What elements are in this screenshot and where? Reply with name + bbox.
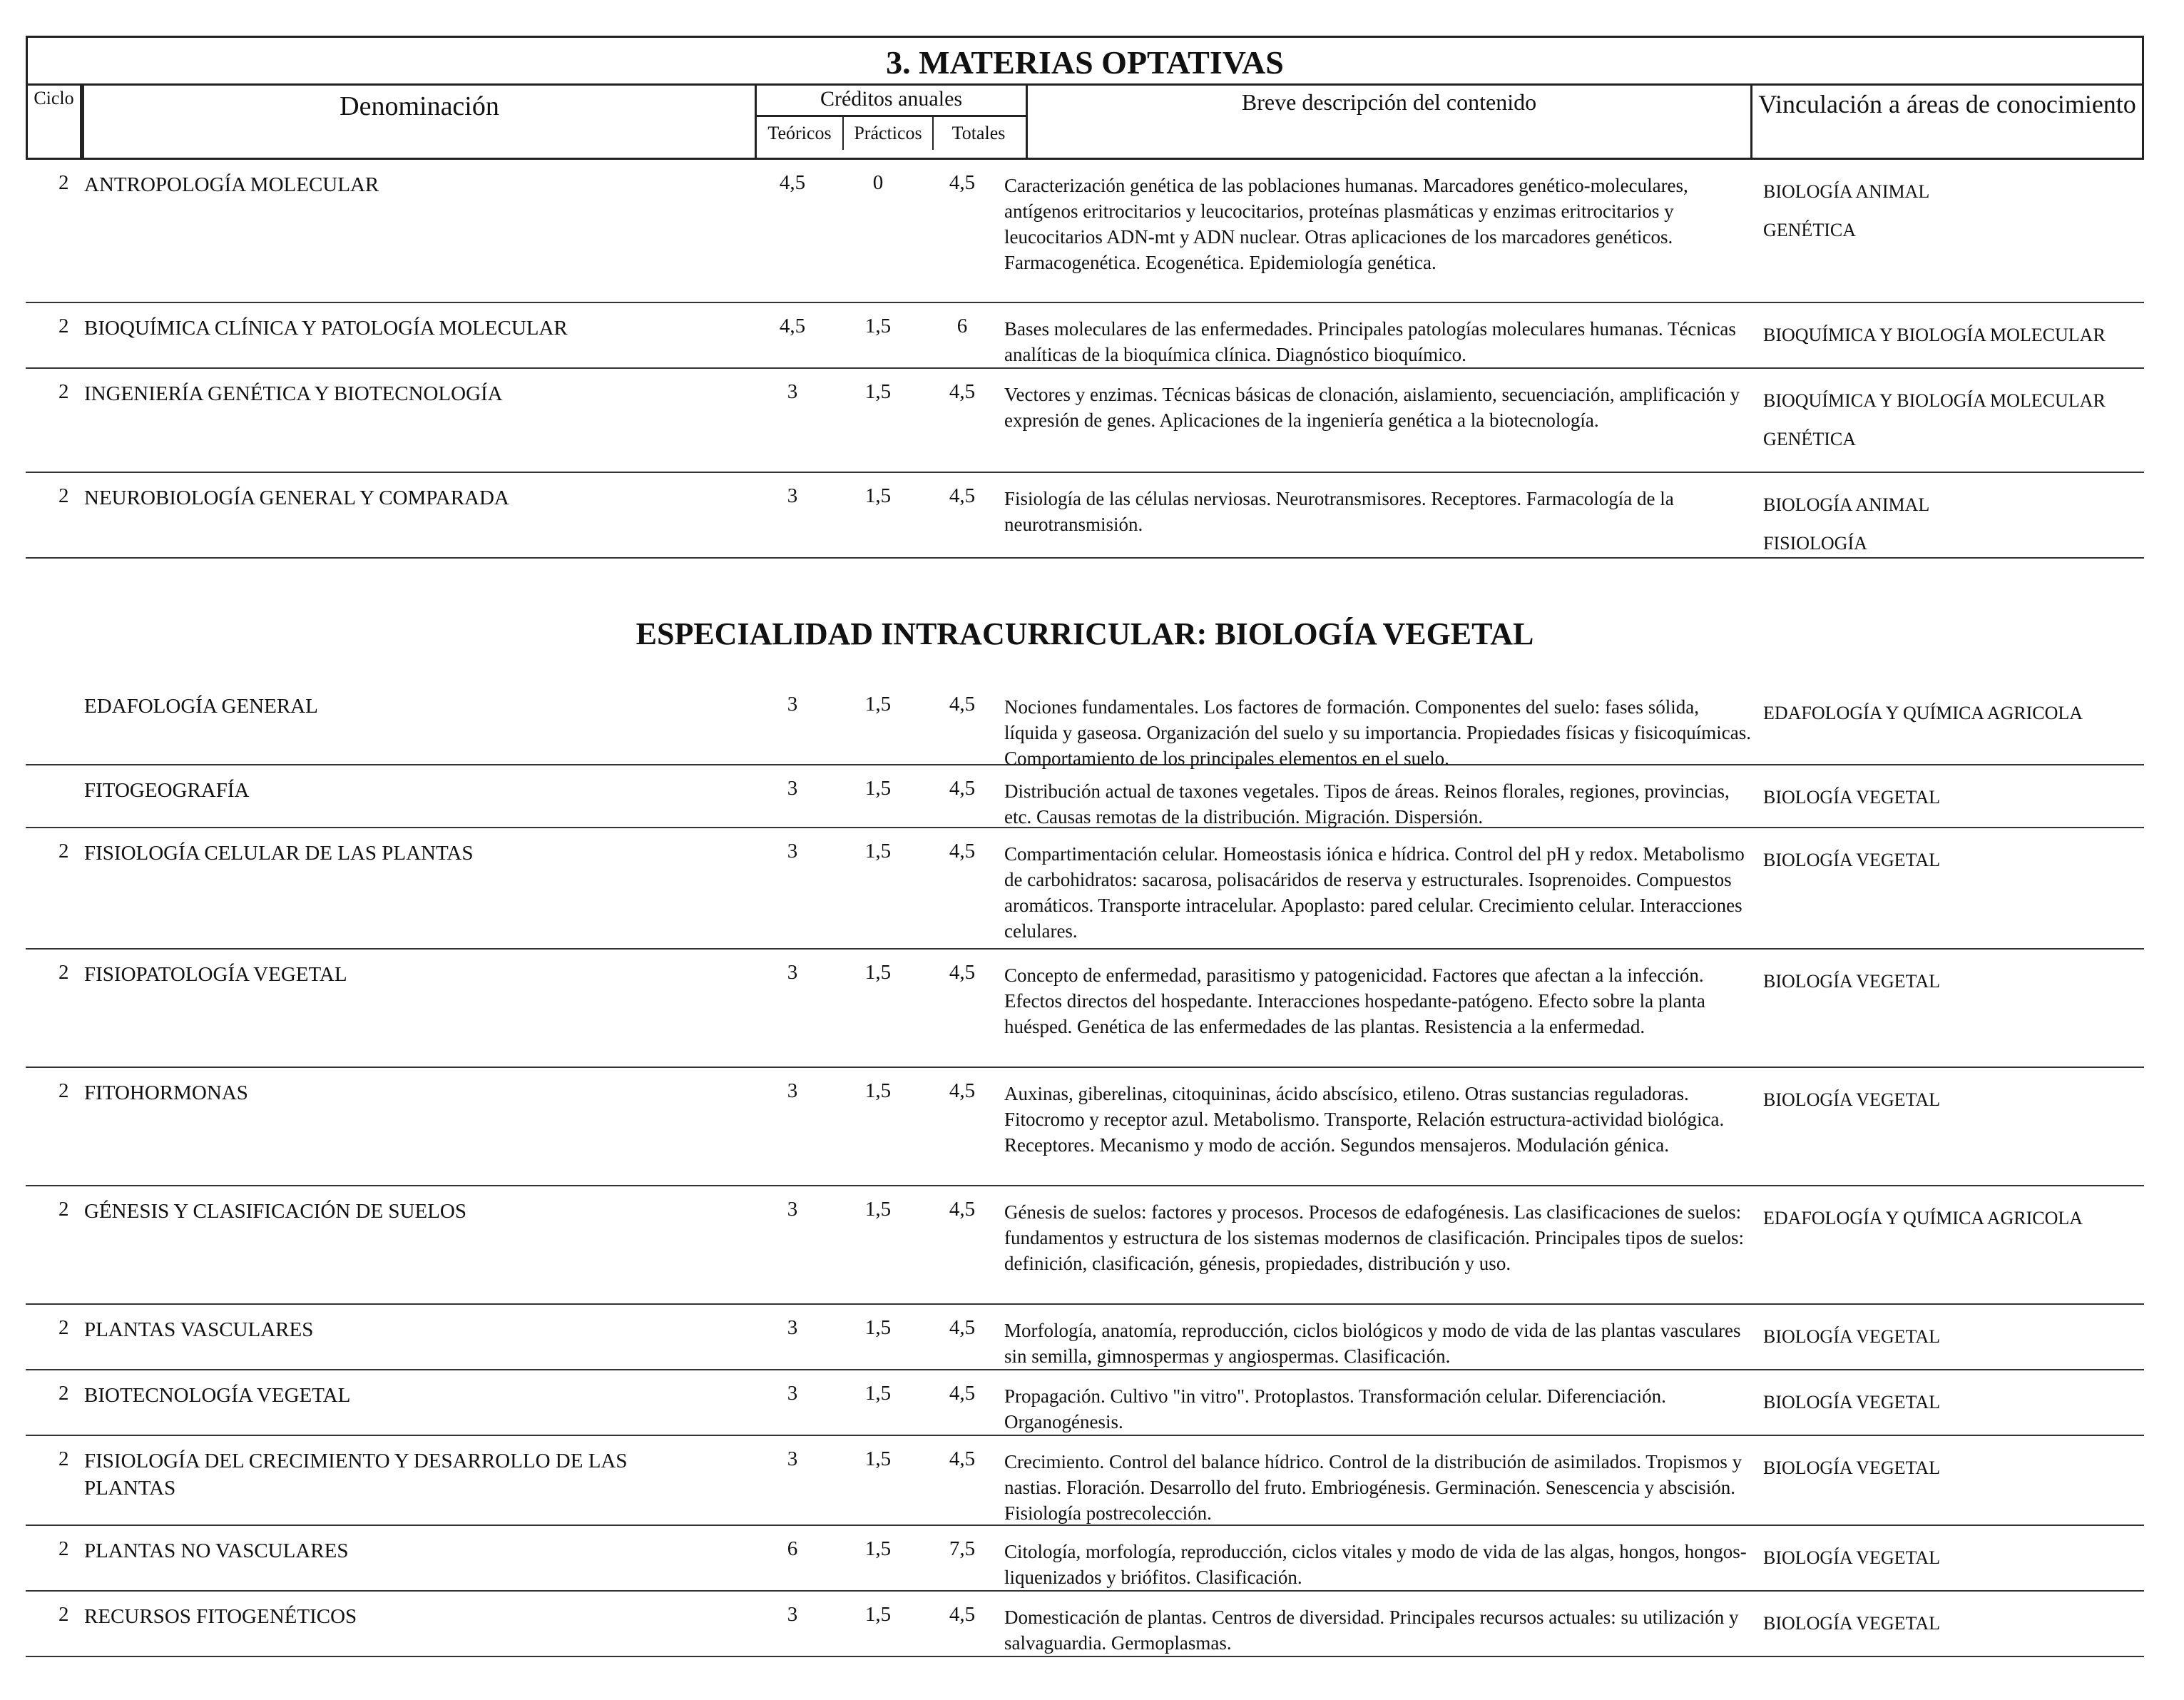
header-practicos: Prácticos (844, 117, 934, 150)
knowledge-areas (1763, 694, 2134, 733)
practicos-value: 1,5 (864, 1603, 892, 1626)
practicos-value: 1,5 (864, 315, 892, 337)
practicos-value: 1,5 (864, 777, 892, 800)
table-row (26, 1305, 2144, 1370)
teoricos-value: 3 (787, 1447, 798, 1470)
totales-value: 4,5 (949, 1382, 976, 1405)
ciclo-value: 2 (58, 961, 69, 984)
course-name: FITOGEOGRAFÍA (84, 779, 250, 802)
area-item: BIOLOGÍA VEGETAL (1763, 1089, 1941, 1110)
totales-value: 4,5 (949, 1316, 976, 1339)
course-description: Citología, morfología, reproducción, ciclos vitales y modo de vida de las algas, hongos, hongos-liquenizados y briófitos. Clasificación. (1004, 1541, 1747, 1588)
practicos-value: 1,5 (864, 1079, 892, 1102)
practicos-value: 1,5 (864, 380, 892, 403)
knowledge-areas (1763, 382, 2134, 459)
knowledge-areas (1763, 1318, 2134, 1356)
ciclo-value: 2 (58, 1079, 69, 1102)
practicos-value: 1,5 (864, 840, 892, 862)
ciclo-value: 2 (58, 1537, 69, 1560)
ciclo-value: 2 (58, 380, 69, 403)
course-name: RECURSOS FITOGENÉTICOS (84, 1605, 357, 1628)
table-row (26, 681, 2144, 769)
knowledge-areas (1763, 173, 2134, 250)
teoricos-value: 4,5 (779, 315, 806, 337)
totales-value: 4,5 (949, 1198, 976, 1221)
course-name: FISIOLOGÍA CELULAR DE LAS PLANTAS (84, 842, 474, 865)
course-name: FISIOPATOLOGÍA VEGETAL (84, 963, 347, 986)
course-name: ANTROPOLOGÍA MOLECULAR (84, 173, 379, 196)
totales-value: 4,5 (949, 840, 976, 862)
practicos-value: 1,5 (864, 1447, 892, 1470)
table-row (26, 160, 2144, 303)
area-item: EDAFOLOGÍA Y QUÍMICA AGRICOLA (1763, 703, 2083, 723)
teoricos-value: 3 (787, 1079, 798, 1102)
course-description: Compartimentación celular. Homeostasis iónica e hídrica. Control del pH y redox. Metabolismo de carbohidratos: sacarosa, polisacáridos de reserva y estructurales. Isoprenoides. Compuestos aromáticos. Transporte intracelular. Apoplasto: pared celular. Crecimiento celular. Interacciones celulares. (1004, 843, 1745, 942)
totales-value: 4,5 (949, 1447, 976, 1470)
totales-value: 4,5 (949, 171, 976, 194)
course-name: NEUROBIOLOGÍA GENERAL Y COMPARADA (84, 487, 509, 509)
course-name: BIOTECNOLOGÍA VEGETAL (84, 1384, 351, 1407)
totales-value: 4,5 (949, 484, 976, 507)
practicos-value: 1,5 (864, 484, 892, 507)
knowledge-areas (1763, 316, 2134, 355)
knowledge-areas (1763, 486, 2134, 563)
document-page (26, 36, 2144, 1654)
course-name: BIOQUÍMICA CLÍNICA Y PATOLOGÍA MOLECULAR (84, 317, 568, 340)
area-item: BIOLOGÍA VEGETAL (1763, 1392, 1941, 1413)
teoricos-value: 3 (787, 840, 798, 862)
area-item: BIOLOGÍA VEGETAL (1763, 850, 1941, 870)
teoricos-value: 3 (787, 380, 798, 403)
totales-value: 4,5 (949, 380, 976, 403)
header-descripcion: Breve descripción del contenido (1028, 83, 1752, 158)
totales-value: 4,5 (949, 1603, 976, 1626)
totales-value: 4,5 (949, 777, 976, 800)
totales-value: 6 (956, 315, 968, 337)
area-item: BIOLOGÍA VEGETAL (1763, 1547, 1941, 1568)
totales-value: 4,5 (949, 693, 976, 716)
practicos-value: 1,5 (864, 1316, 892, 1339)
course-description: Auxinas, giberelinas, citoquininas, ácido abscísico, etileno. Otras sustancias reguladoras. Fitocromo y receptor azul. Metabolismo. Transporte, Relación estructura-actividad biológica. Receptores. Mecanismo y modo de acción. Segundos mensajeros. Modulación génica. (1004, 1083, 1725, 1156)
totales-value: 4,5 (949, 1079, 976, 1102)
teoricos-value: 3 (787, 1198, 798, 1221)
knowledge-areas (1763, 1604, 2134, 1643)
course-name: GÉNESIS Y CLASIFICACIÓN DE SUELOS (84, 1200, 466, 1223)
knowledge-areas (1763, 841, 2134, 880)
table-row (26, 828, 2144, 950)
teoricos-value: 3 (787, 693, 798, 716)
course-description: Distribución actual de taxones vegetales. Tipos de áreas. Reinos florales, regiones, provincias, etc. Causas remotas de la distribución. Migración. Dispersión. (1004, 780, 1730, 828)
course-name: FITOHORMONAS (84, 1081, 248, 1104)
course-description: Morfología, anatomía, reproducción, ciclos biológicos y modo de vida de las plantas vasculares sin semilla, gimnospermas y angiospermas. Clasificación. (1004, 1320, 1741, 1367)
totales-value: 4,5 (949, 961, 976, 984)
course-description: Crecimiento. Control del balance hídrico. Control de la distribución de asimilados. Tropismos y nastias. Floración. Desarrollo del fruto. Embriogénesis. Germinación. Senescencia y abscisión. Fisiología postrecolección. (1004, 1451, 1742, 1524)
area-item: BIOLOGÍA ANIMAL (1763, 494, 1930, 515)
teoricos-value: 6 (787, 1537, 798, 1560)
area-item: BIOLOGÍA VEGETAL (1763, 971, 1941, 992)
header-creditos-label: Créditos anuales (757, 83, 1026, 117)
course-description: Vectores y enzimas. Técnicas básicas de clonación, aislamiento, secuenciación, amplificación y expresión de genes. Aplicaciones de la ingeniería genética a la biotecnología. (1004, 384, 1740, 431)
table-row (26, 303, 2144, 369)
table-row (26, 1526, 2144, 1592)
area-item: FISIOLOGÍA (1763, 533, 1867, 554)
ciclo-value: 2 (58, 1198, 69, 1221)
area-item: BIOLOGÍA VEGETAL (1763, 1457, 1941, 1478)
area-item: BIOLOGÍA ANIMAL (1763, 181, 1930, 202)
table-row (26, 765, 2144, 828)
table-row (26, 950, 2144, 1068)
knowledge-areas (1763, 962, 2134, 1001)
table-row (26, 1436, 2144, 1526)
teoricos-value: 4,5 (779, 171, 806, 194)
practicos-value: 1,5 (864, 693, 892, 716)
teoricos-value: 3 (787, 1382, 798, 1405)
ciclo-value: 2 (58, 1603, 69, 1626)
header-denominacion: Denominación (82, 83, 757, 158)
page-title: 3. MATERIAS OPTATIVAS (28, 42, 2142, 86)
area-item: BIOLOGÍA VEGETAL (1763, 1326, 1941, 1347)
practicos-value: 1,5 (864, 961, 892, 984)
course-name: EDAFOLOGÍA GENERAL (84, 695, 318, 718)
area-item: GENÉTICA (1763, 429, 1856, 449)
table-row (26, 473, 2144, 559)
course-name: INGENIERÍA GENÉTICA Y BIOTECNOLOGÍA (84, 382, 503, 405)
section-title: ESPECIALIDAD INTRACURRICULAR: BIOLOGÍA VEGETAL (636, 616, 1534, 651)
area-item: GENÉTICA (1763, 220, 1856, 240)
course-name: PLANTAS VASCULARES (84, 1318, 314, 1341)
area-item: BIOQUÍMICA Y BIOLOGÍA MOLECULAR (1763, 325, 2106, 345)
course-description: Génesis de suelos: factores y procesos. Procesos de edafogénesis. Las clasificaciones de suelos: fundamentos y estructura de los sistemas modernos de clasificación. Principales tipos de suelos: definición, clasificación, génesis, propiedades, distribución y uso. (1004, 1201, 1745, 1274)
area-item: EDAFOLOGÍA Y QUÍMICA AGRICOLA (1763, 1208, 2083, 1228)
header-teoricos: Teóricos (757, 117, 844, 150)
ciclo-value: 2 (58, 1316, 69, 1339)
ciclo-value: 2 (58, 171, 69, 194)
header-areas: Vinculación a áreas de conocimiento (1758, 90, 2136, 118)
ciclo-value: 2 (58, 1382, 69, 1405)
ciclo-value: 2 (58, 1447, 69, 1470)
totales-value: 7,5 (949, 1537, 976, 1560)
teoricos-value: 3 (787, 961, 798, 984)
practicos-value: 1,5 (864, 1382, 892, 1405)
teoricos-value: 3 (787, 777, 798, 800)
practicos-value: 1,5 (864, 1537, 892, 1560)
ciclo-value: 2 (58, 315, 69, 337)
practicos-value: 0 (872, 171, 884, 194)
teoricos-value: 3 (787, 1316, 798, 1339)
table-row (26, 369, 2144, 473)
table-row (26, 1370, 2144, 1436)
practicos-value: 1,5 (864, 1198, 892, 1221)
knowledge-areas (1763, 1539, 2134, 1577)
area-item: BIOQUÍMICA Y BIOLOGÍA MOLECULAR (1763, 390, 2106, 411)
knowledge-areas (1763, 1449, 2134, 1487)
course-description: Domesticación de plantas. Centros de diversidad. Principales recursos actuales: su utilización y salvaguardia. Germoplasmas. (1004, 1607, 1739, 1654)
header-totales: Totales (951, 123, 1006, 143)
table-row (26, 1068, 2144, 1186)
course-name: FISIOLOGÍA DEL CRECIMIENTO Y DESARROLLO DE LAS PLANTAS (84, 1450, 628, 1500)
header-ciclo: Ciclo (28, 83, 82, 158)
teoricos-value: 3 (787, 484, 798, 507)
ciclo-value: 2 (58, 484, 69, 507)
knowledge-areas (1763, 1081, 2134, 1119)
course-description: Concepto de enfermedad, parasitismo y patogenicidad. Factores que afectan a la infección. Efectos directos del hospedante. Interacciones hospedante-patógeno. Efecto sobre la planta huésped. Genética de las enfermedades de las plantas. Resistencia a la enfermedad. (1004, 964, 1705, 1037)
table-row (26, 1186, 2144, 1305)
header-creditos (757, 83, 1028, 158)
knowledge-areas (1763, 1199, 2134, 1238)
area-item: BIOLOGÍA VEGETAL (1763, 787, 1941, 808)
table-header (26, 36, 2144, 160)
course-description: Caracterización genética de las poblaciones humanas. Marcadores genético-moleculares, antígenos eritrocitarios y leucocitarios, proteínas plasmáticas y enzimas eritrocitarios y leucocitarios ADN-mt y ADN nuclear. Otras aplicaciones de los marcadores genéticos. Farmacogenética. Ecogenética. Epidemiología genética. (1004, 175, 1688, 273)
course-description: Bases moleculares de las enfermedades. Principales patologías moleculares humanas. Técnicas analíticas de la bioquímica clínica. Diagnóstico bioquímico. (1004, 318, 1736, 365)
course-description: Nociones fundamentales. Los factores de formación. Componentes del suelo: fases sólida, líquida y gaseosa. Organización del suelo y su importancia. Propiedades físicas y fisicoquímicas. Comportamiento de los principales elementos en el suelo. (1004, 696, 1751, 769)
ciclo-value: 2 (58, 840, 69, 862)
knowledge-areas (1763, 1383, 2134, 1422)
knowledge-areas (1763, 778, 2134, 817)
course-description: Propagación. Cultivo "in vitro". Protoplastos. Transformación celular. Diferenciación. Organogénesis. (1004, 1385, 1666, 1432)
area-item: BIOLOGÍA VEGETAL (1763, 1613, 1941, 1634)
course-name: PLANTAS NO VASCULARES (84, 1539, 349, 1562)
course-description: Fisiología de las células nerviosas. Neurotransmisores. Receptores. Farmacología de la neurotransmisión. (1004, 488, 1674, 535)
teoricos-value: 3 (787, 1603, 798, 1626)
table-row (26, 1592, 2144, 1657)
